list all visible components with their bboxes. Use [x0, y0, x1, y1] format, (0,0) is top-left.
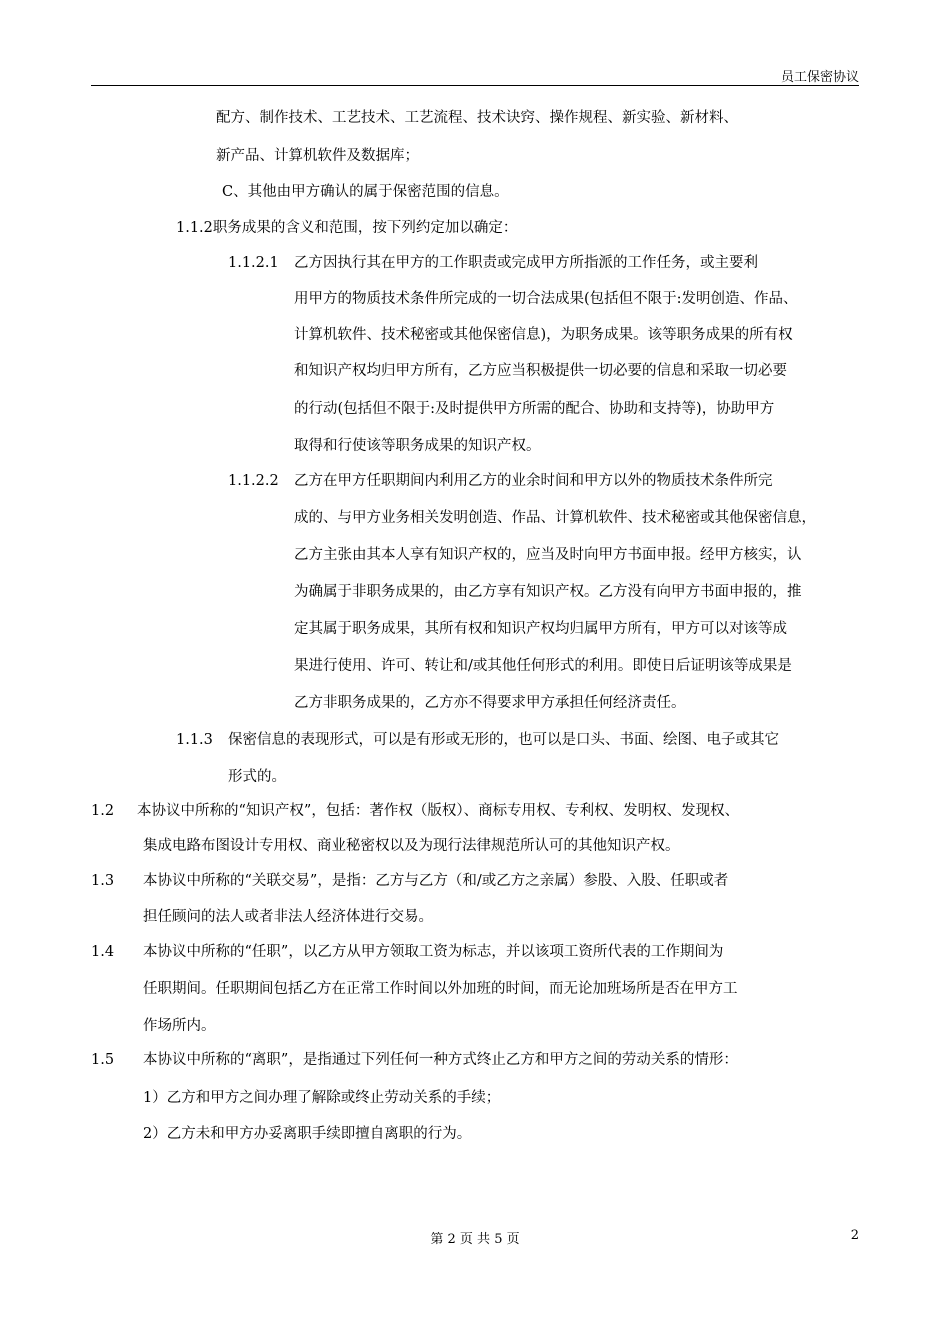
text-line: 定其属于职务成果，其所有权和知识产权均归属甲方所有，甲方可以对该等成 [294, 621, 787, 637]
text-line: 保密信息的表现形式，可以是有形或无形的，也可以是口头、书面、绘图、电子或其它 [228, 732, 779, 748]
footer-page-info: 第 2 页 共 5 页 [430, 1232, 520, 1247]
clause-number: 1.3 [91, 873, 115, 889]
text-line: 成的、与甲方业务相关发明创造、作品、计算机软件、技术秘密或其他保密信息， [294, 510, 816, 526]
clause-number: 1.5 [91, 1052, 115, 1068]
text-line: 乙方在甲方任职期间内利用乙方的业余时间和甲方以外的物质技术条件所完 [294, 473, 773, 489]
text-line: 和知识产权均归甲方所有，乙方应当积极提供一切必要的信息和采取一切必要 [294, 363, 787, 379]
text-line: 用甲方的物质技术条件所完成的一切合法成果(包括但不限于:发明创造、作品、 [294, 291, 798, 307]
text-line: 乙方因执行其在甲方的工作职责或完成甲方所指派的工作任务，或主要利 [294, 255, 758, 271]
clause-number: 1.1.2.1 [228, 255, 279, 271]
text-line: 计算机软件、技术秘密或其他保密信息)，为职务成果。该等职务成果的所有权 [294, 327, 793, 343]
clause-number: 1.1.3 [176, 732, 213, 748]
footer-page-number: 2 [850, 1228, 859, 1243]
header-rule [91, 85, 859, 86]
text-line: 取得和行使该等职务成果的知识产权。 [294, 438, 541, 454]
clause-number: 1.4 [91, 944, 115, 960]
text-line: 配方、制作技术、工艺技术、工艺流程、技术诀窍、操作规程、新实验、新材料、 [216, 110, 738, 126]
text-line: 任职期间。任职期间包括乙方在正常工作时间以外加班的时间，而无论加班场所是否在甲方工 [143, 981, 738, 997]
text-line: 2）乙方未和甲方办妥离职手续即擅自离职的行为。 [143, 1126, 472, 1142]
text-line: 本协议中所称的“知识产权”，包括：著作权（版权）、商标专用权、专利权、发明权、发现权、 [137, 803, 740, 819]
text-line: 乙方主张由其本人享有知识产权的，应当及时向甲方书面申报。经甲方核实，认 [294, 547, 802, 563]
header-title: 员工保密协议 [780, 70, 859, 85]
clause-number: 1.1.2.2 [228, 473, 279, 489]
text-line: 本协议中所称的“任职”，以乙方从甲方领取工资为标志，并以该项工资所代表的工作期间为 [143, 944, 724, 960]
text-line: 本协议中所称的“离职”，是指通过下列任何一种方式终止乙方和甲方之间的劳动关系的情形： [143, 1052, 738, 1068]
text-line: 担任顾问的法人或者非法人经济体进行交易。 [143, 909, 433, 925]
text-line: 为确属于非职务成果的，由乙方享有知识产权。乙方没有向甲方书面申报的，推 [294, 584, 802, 600]
text-line: 乙方非职务成果的，乙方亦不得要求甲方承担任何经济责任。 [294, 695, 686, 711]
text-line: 集成电路布图设计专用权、商业秘密权以及为现行法律规范所认可的其他知识产权。 [143, 838, 680, 854]
text-line: C、其他由甲方确认的属于保密范围的信息。 [222, 184, 509, 200]
clause-number: 1.2 [91, 803, 115, 819]
text-line: 果进行使用、许可、转让和/或其他任何形式的利用。即使日后证明该等成果是 [294, 658, 792, 674]
text-line: 的行动(包括但不限于:及时提供甲方所需的配合、协助和支持等)，协助甲方 [294, 401, 775, 417]
text-line: 本协议中所称的“关联交易”，是指：乙方与乙方（和/或乙方之亲属）参股、入股、任职或者 [143, 873, 729, 889]
text-line: 形式的。 [228, 769, 286, 785]
text-line: 新产品、计算机软件及数据库； [216, 148, 419, 164]
text-line: 1.1.2职务成果的含义和范围，按下列约定加以确定： [176, 220, 518, 236]
text-line: 1）乙方和甲方之间办理了解除或终止劳动关系的手续； [143, 1090, 501, 1106]
text-line: 作场所内。 [143, 1018, 216, 1034]
